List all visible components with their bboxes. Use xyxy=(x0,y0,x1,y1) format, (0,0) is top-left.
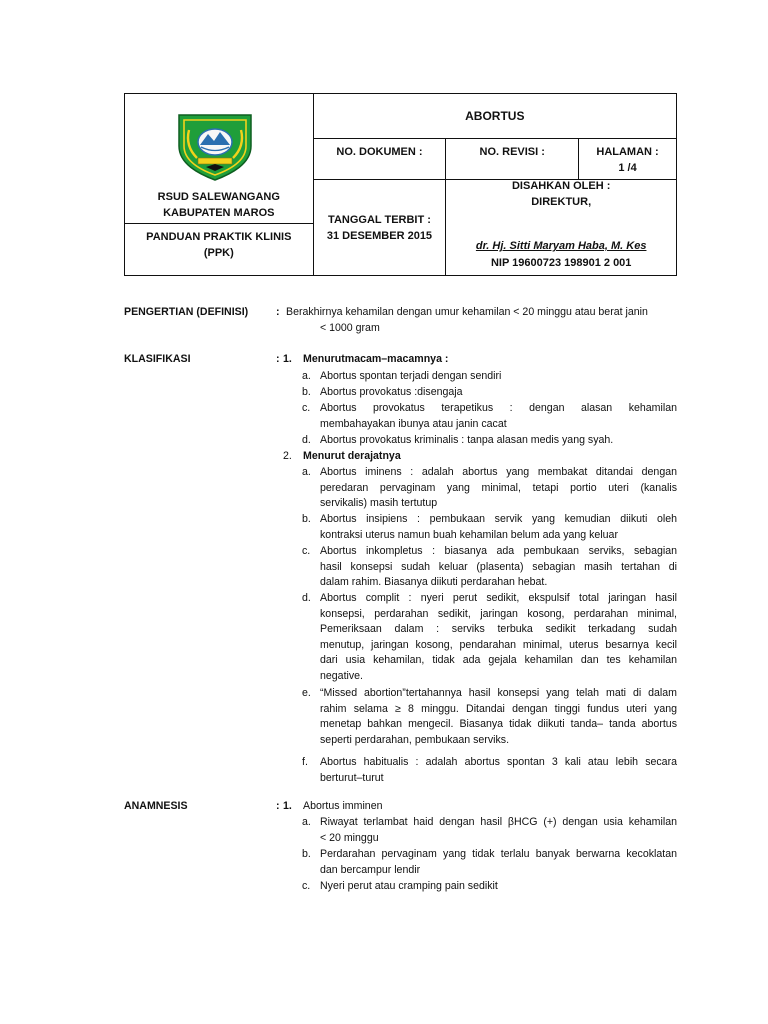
list-item-line: Abortus complit : nyeri perut sedikit, ekspulsif total jaringan hasil xyxy=(320,592,677,604)
list-item-marker: f. xyxy=(302,756,308,768)
list-item-line: Abortus provokatus terapetikus : dengan alasan kehamilan xyxy=(320,402,677,414)
tanggal-terbit-label: TANGGAL TERBIT : xyxy=(328,213,431,226)
list-item-line: peredaran pervaginam yang minimal, tetapi portio uteri (kanalis xyxy=(320,481,677,494)
halaman-label: HALAMAN : xyxy=(596,146,659,158)
list-item-line: “Missed abortion”tertahannya hasil konsepsi yang telah mati di dalam xyxy=(320,687,677,699)
list-item-line: < 20 minggu xyxy=(320,831,379,844)
hospital-regency: KABUPATEN MAROS xyxy=(163,207,275,219)
pengertian-line: Berakhirnya kehamilan dengan umur kehamilan < 20 minggu atau berat janin xyxy=(286,306,648,318)
list-item-line: Abortus provokatus kriminalis : tanpa alasan medis yang syah. xyxy=(320,434,614,446)
list-item-line: servikalis) masih tertutup xyxy=(320,497,438,510)
signer-name: dr. Hj. Sitti Maryam Haba, M. Kes xyxy=(475,240,647,252)
no-revisi-label: NO. REVISI : xyxy=(479,146,545,158)
list-item-line: negative. xyxy=(320,669,363,682)
klasifikasi-label: KLASIFIKASI xyxy=(124,353,191,365)
list-item-marker: b. xyxy=(302,513,311,525)
list-item xyxy=(320,401,677,432)
klasifikasi-s1-title: Menurutmacam–macamnya : xyxy=(303,353,449,365)
pengertian-colon: : xyxy=(276,306,280,318)
disahkan-cell xyxy=(446,180,677,276)
list-item xyxy=(320,544,677,591)
disahkan-label: DISAHKAN OLEH : xyxy=(511,180,611,192)
hospital-logo xyxy=(173,112,257,182)
halaman-cell xyxy=(579,139,677,180)
list-item-line: Pemeriksaan dalam : serviks terbuka sedikit terkadang sudah xyxy=(320,623,677,636)
list-item-line: konsepsi, perdarahan sedikit, jaringan kosong, perdarahan minimal, xyxy=(320,607,677,620)
ppk-cell xyxy=(125,224,314,276)
hospital-name: RSUD SALEWANGANG xyxy=(157,191,280,203)
list-item-line: Abortus inkompletus : biasanya ada pembukaan serviks, sebagian xyxy=(320,545,677,557)
hospital-cell xyxy=(125,94,314,224)
list-item-line: Abortus iminens : adalah abortus yang membakat ditandai dengan xyxy=(320,466,677,478)
list-item-marker: c. xyxy=(302,545,311,557)
tanggal-terbit-cell xyxy=(313,180,446,276)
list-item xyxy=(320,815,677,846)
signer-nip: NIP 19600723 198901 2 001 xyxy=(490,257,632,269)
list-item xyxy=(320,755,677,786)
list-item xyxy=(320,369,677,385)
list-item-line: Nyeri perut atau cramping pain sedikit xyxy=(320,880,498,892)
list-item-line: dan bercampur lendir xyxy=(320,863,421,876)
pengertian-line: < 1000 gram xyxy=(320,321,380,334)
tanggal-terbit-value: 31 DESEMBER 2015 xyxy=(326,229,433,242)
pengertian-text xyxy=(286,305,648,336)
list-item-line: kontraksi uterus namun buah kehamilan belum ada yang keluar xyxy=(320,528,618,541)
list-item-marker: c. xyxy=(302,402,311,414)
list-item-line: Abortus insipiens : pembukaan servik yang kemudian diikuti oleh xyxy=(320,513,677,525)
list-item xyxy=(320,433,677,449)
ppk-sub-label: (PPK) xyxy=(203,247,234,259)
document-title-cell xyxy=(313,94,676,139)
list-item-line: Perdarahan pervaginam yang tidak terlalu banyak berwarna kecoklatan xyxy=(320,848,677,860)
list-item xyxy=(320,512,677,543)
list-item-line: Abortus provokatus :disengaja xyxy=(320,386,463,398)
list-item-line: hasil konsepsi sudah keluar (plasenta) sebagian masih tertahan di xyxy=(320,560,677,573)
document-header-table xyxy=(124,93,677,276)
list-item-line: membahayakan ibunya atau janin cacat xyxy=(320,417,507,430)
list-item xyxy=(320,686,677,748)
klasifikasi-s2-number: 2. xyxy=(283,450,292,462)
list-item-marker: d. xyxy=(302,434,311,446)
anamnesis-colon: : xyxy=(276,800,280,812)
anamnesis-s1-title: Abortus imminen xyxy=(303,800,383,812)
no-dokumen-cell xyxy=(313,139,446,180)
list-item-marker: a. xyxy=(302,466,311,478)
list-item xyxy=(320,385,677,401)
list-item-line: berturut–turut xyxy=(320,771,384,784)
halaman-value: 1 /4 xyxy=(618,162,637,174)
list-item-marker: a. xyxy=(302,370,311,382)
list-item-line: menutup, jaringan kosong, pendarahan minimal, uterus besarnya kecil xyxy=(320,638,677,651)
klasifikasi-s1-number: 1. xyxy=(283,353,292,365)
list-item-line: Abortus spontan terjadi dengan sendiri xyxy=(320,370,502,382)
no-dokumen-label: NO. DOKUMEN : xyxy=(336,146,423,158)
list-item-marker: c. xyxy=(302,880,311,892)
list-item-line: Riwayat terlambat haid dengan hasil βHCG (+) dengan usia kehamilan xyxy=(320,816,677,828)
list-item xyxy=(320,847,677,878)
anamnesis-s1-number: 1. xyxy=(283,800,292,812)
klasifikasi-s2-title: Menurut derajatnya xyxy=(303,450,401,462)
list-item xyxy=(320,465,677,512)
list-item-marker: d. xyxy=(302,592,311,604)
no-revisi-cell xyxy=(446,139,579,180)
list-item-line: menetap bahkan mengecil. Biasanya tidak diikuti tanda– tanda abortus xyxy=(320,718,677,731)
list-item-line: seperti perdarahan, pembukaan serviks. xyxy=(320,733,510,746)
klasifikasi-colon: : xyxy=(276,353,280,365)
list-item-line: Abortus habitualis : adalah abortus spontan 3 kali atau lebih secara xyxy=(320,756,677,768)
ppk-label: PANDUAN PRAKTIK KLINIS xyxy=(146,231,292,243)
list-item-marker: b. xyxy=(302,848,311,860)
list-item xyxy=(320,879,677,895)
list-item-line: dalam rahim. Biasanya diikuti perdarahan hebat. xyxy=(320,576,548,589)
direktur-label: DIREKTUR, xyxy=(531,196,592,208)
pengertian-label: PENGERTIAN (DEFINISI) xyxy=(124,306,249,318)
document-title: ABORTUS xyxy=(465,109,525,123)
list-item-marker: b. xyxy=(302,386,311,398)
list-item-marker: a. xyxy=(302,816,311,828)
list-item-line: dari usia kehamilan, tidak ada gejala kehamilan dan tes kehamilan xyxy=(320,654,677,667)
list-item-marker: e. xyxy=(302,687,311,699)
anamnesis-label: ANAMNESIS xyxy=(124,800,188,812)
list-item-line: rahim selama ≥ 8 minggu. Ditandai dengan tinggi fundus uteri yang xyxy=(320,702,677,715)
list-item xyxy=(320,591,677,685)
